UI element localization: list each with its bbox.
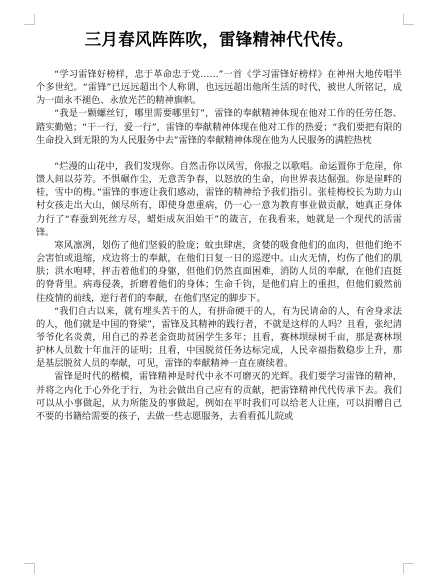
paragraph-5: “我们自古以来，就有埋头苦干的人，有拼命硬干的人，有为民请命的人，有舍身求法的人，他们就是中国的脊梁”，雷锋及其精神的践行者，不就是这样的人吗？且看，张纪清爷爷化名炎黄，用自己的养老金资助贫困学生多年；且看，赛林坝绿树千亩，那是赛林坝护林人员数十年血汗的证明；且看，中国脱贫任务达标完成，人民幸福指数稳步上升，那是基层脱贫人员的奉献，可见，雷锋的奉献精神一直在赓续着。 <box>36 305 402 370</box>
paragraph-3: “烂漫的山花中，我们发现你。自然击你以风雪，你报之以歌唱。命运置你于危崖，你馈人间以芬芳。不惧碾作尘，无意苦争春，以怒放的生命，向世界表达倔强。你是崖畔的桂，雪中的梅。”雷锋的事迹让我们感动，雷锋的精神给予我们指引。张桂梅校长为助力山村女孩走出大山，倾尽所有，即使身患重病，仍一心一意为教育事业做贡献，她真正身体力行了“春蚕到死丝方尽，蜡炬成灰泪始干”的箴言，在我看来，她就是一个现代的活雷锋。 <box>36 160 402 238</box>
paragraph-2: “我是一颗螺丝钉，哪里需要哪里钉”，雷锋的奉献精神体现在他对工作的任劳任怨、踏实勤勉；“干一行，爱一行”，雷锋的奉献精神体现在他对工作的热爱；“我们要把有限的生命投入到无限的为人民服务中去”雷锋的奉献精神体现在他为人民服务的满腔热枕 <box>36 108 402 146</box>
crop-mark-top-left <box>24 14 35 25</box>
document-title: 三月春风阵阵吹，雷锋精神代代传。 <box>84 30 354 49</box>
paragraph-6: 雷锋是时代的楷模，雷锋精神是时代中永不可磨灭的光辉。我们要学习雷锋的精神，并将之内化于心外化于行，为社会做出自己应有的贡献，把雷锋精神代代传承下去。我们可以从小事做起，从力所能及的事做起，例如在平时我们可以给老人让座，可以捐赠自己不要的书籍给需要的孩子，去做一些志愿服务，去看看孤儿院或 <box>36 371 402 422</box>
document-body <box>36 68 402 423</box>
paragraph-1: “学习雷锋好榜样，忠于革命忠于党……”一首《学习雷锋好榜样》在神州大地传唱半个多世纪。“雷锋”已远远超出个人称谓，也远远超出他所生活的时代，被世人所铭记，成为一面永不褪色、永放光芒的精神旗帜。 <box>36 69 402 107</box>
crop-mark-top-right <box>403 14 414 25</box>
crop-mark-bottom-left <box>24 563 35 574</box>
paragraph-4: 寒风凛冽，划伤了他们坚毅的脸庞；蚊虫肆虐，贪婪的吸食他们的血肉，但他们绝不会害怕或退缩，戍边将士的奉献，在他们日复一日的巡逻中。山火无情，灼伤了他们的肌肤；洪水咆哮，抨击着他们的身躯，但他们仍然直面困难，消防人员的奉献，在他们直挺的脊背里。病毒侵袭，折磨着他们的身体；生命千钧，是他们肩上的重担，但他们毅然前往疫情的前线，逆行者们的奉献，在他们坚定的脚步下。 <box>36 239 402 304</box>
crop-mark-bottom-right <box>403 563 414 574</box>
